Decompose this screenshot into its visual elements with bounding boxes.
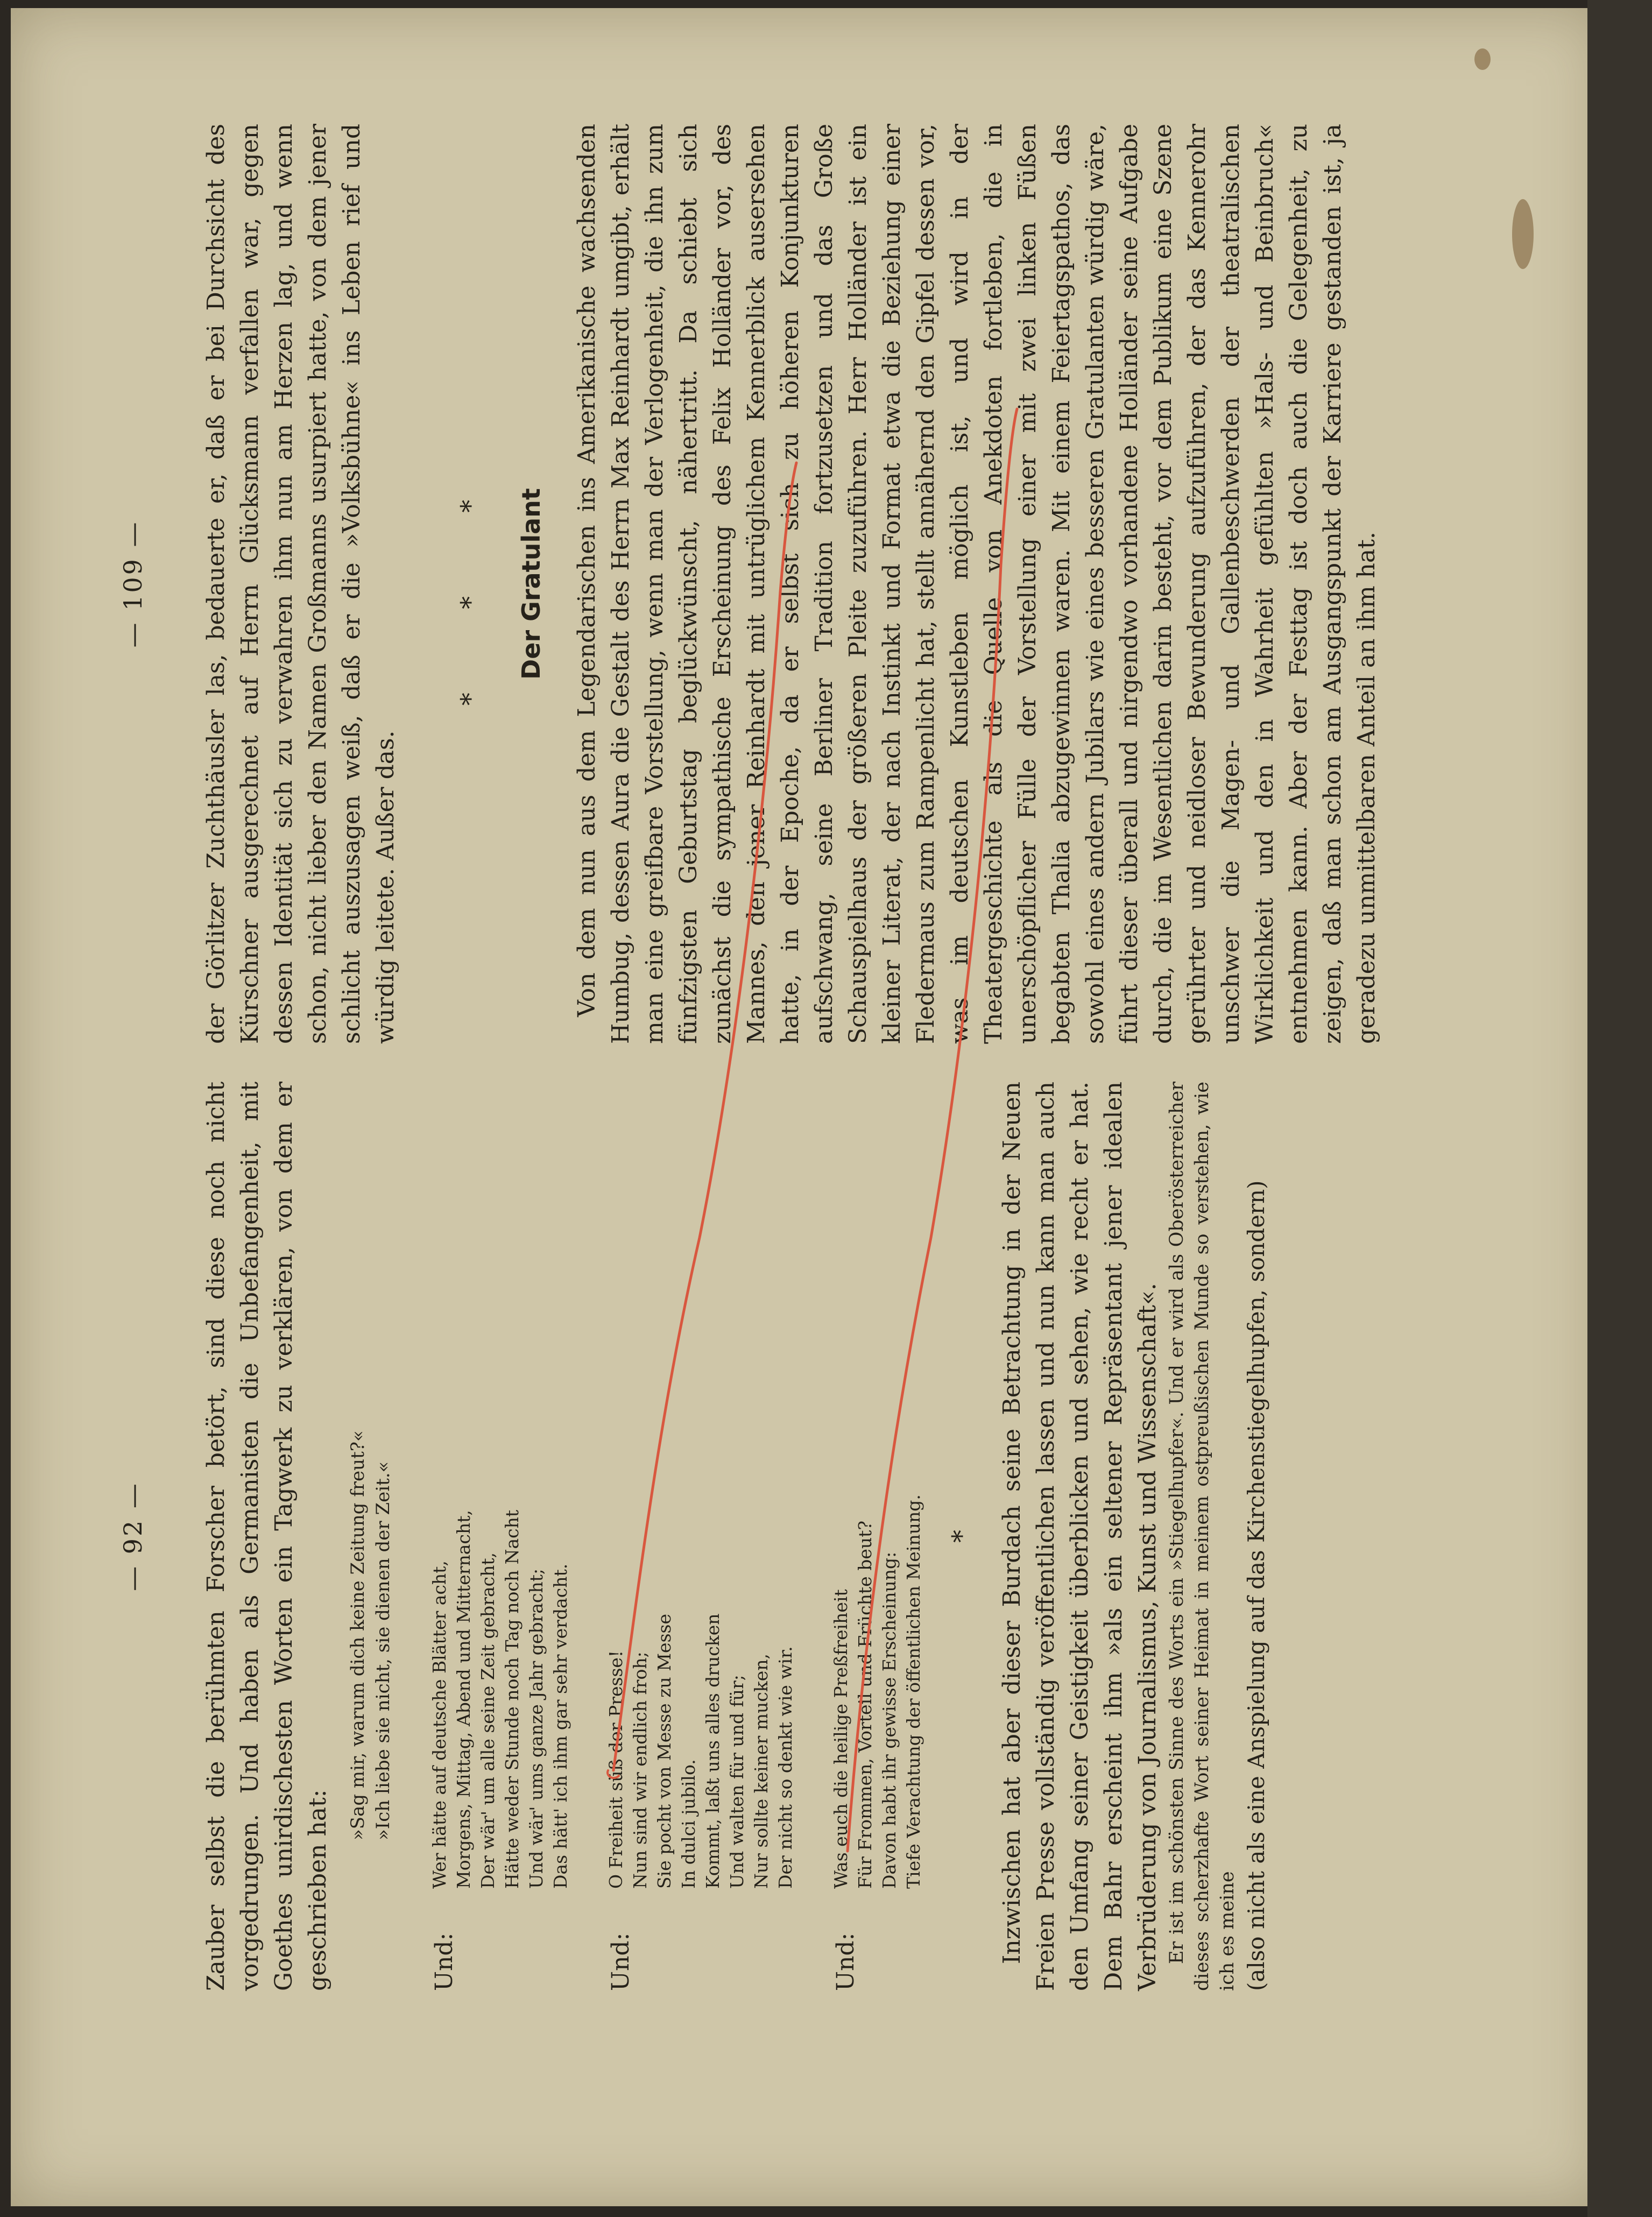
poem — [582, 1082, 797, 1889]
page-number: — 92 — — [118, 1481, 147, 1591]
small-print-paragraph: Er ist im schönsten Sinne des Worts ein »Stiegelhupfer«. Und er wird als Oberösterreicher dieses scherzhafte Wort seiner Heimat in meinem ostpreußischen Munde so verstehen, wie ich es meine — [1166, 1082, 1238, 1991]
intro-paragraph: Zauber selbst die berühmten Forscher betört, sind diese noch nicht vorgedrungen. Und haben als Germanisten die Unbefangenheit, mit Goethes unirdischesten Worten ein Tagwerk zu verklären, von dem er geschrieben hat: — [202, 1082, 331, 1991]
poem — [406, 1082, 573, 1889]
tail-paragraph: (also nicht als eine Anspielung auf das Kirchenstiegelhupfen, sondern) — [1243, 1180, 1269, 1991]
poem-line: Sie pocht von Messe zu Messe — [654, 1614, 675, 1889]
poem-line: Morgens, Mittag, Abend und Mitternacht, — [453, 1510, 474, 1889]
poem-block-3 — [807, 1082, 926, 1991]
poem-line: Davon habt ihr gewisse Erscheinung: — [879, 1551, 900, 1889]
poem-line: Kommt, laßt uns alles drucken — [702, 1613, 723, 1889]
und-label: Und: — [430, 1932, 458, 1991]
poem-line: Nun sind wir endlich froh; — [630, 1651, 651, 1889]
text-column — [199, 124, 1383, 1044]
page-109 — [0, 113, 1652, 1055]
poem — [807, 1082, 926, 1889]
poem-line: Der wär' um alle seine Zeit gebracht, — [477, 1552, 498, 1889]
poem-line: Das hätt' ich ihm gar sehr verdacht. — [550, 1563, 571, 1889]
poem-line: Nur sollte keiner mucken, — [751, 1653, 772, 1889]
poem-line: Und walten für und für; — [726, 1675, 747, 1889]
poem-line: Was euch die heilige Preßfreiheit — [830, 1589, 851, 1889]
poem-block-2 — [582, 1082, 797, 1991]
text-column — [199, 1082, 1273, 1991]
poem-line: Wer hätte auf deutsche Blätter acht, — [429, 1561, 450, 1889]
page-number: — 109 — — [118, 520, 147, 648]
quote-line: »Ich liebe sie nicht, sie dienen der Zeit.« — [372, 1461, 394, 1840]
section-heading: Der Gratulant — [517, 488, 546, 680]
poem-line: Tiefe Verachtung der öffentlichen Meinung. — [903, 1494, 924, 1889]
section-separator: * * * — [455, 462, 485, 706]
poem-line: O Freiheit süß der Presse! — [605, 1650, 626, 1889]
und-label: Und: — [832, 1932, 859, 1991]
quote-line: »Sag mir, warum dich keine Zeitung freut?« — [347, 1430, 369, 1840]
intro-paragraph: der Görlitzer Zuchthäusler las, bedauerte er, daß er bei Durchsicht des Kürschner ausgerechnet auf Herrn Glücksmann verfallen war, gegen dessen Identität sich zu verwahren ihm nun am Herzen lag, und wenn schon, nicht lieber den Namen Großmanns usurpiert hatte, von dem jener schlicht auszusagen weiß, daß er die »Volksbühne« ins Leben rief und würdig leitete. Außer das. — [202, 124, 399, 1044]
und-label: Und: — [607, 1932, 634, 1991]
poem-line: Für Frommen, Vorteil und Früchte beut? — [855, 1520, 876, 1889]
section-separator: * — [947, 1530, 977, 1543]
poem-line: In dulci jubilo. — [678, 1759, 699, 1889]
body-paragraph: Von dem nun aus dem Legendarischen ins Amerikanische wachsenden Humbug, dessen Aura die Gestalt des Herrn Max Reinhardt umgibt, erhält man eine greifbare Vorstellung, wenn man der Verlogenheit, die ihn zum fünfzigsten Geburtstag beglückwünscht, nähertritt. Da schiebt sich zunächst die sympathische Erscheinung des Felix Holländer vor, des Mannes, den jener Reinhardt mit untrüglichem Kennerblick ausersehen hatte, in der Epoche, da er selbst sich zu höheren Konjunkturen aufschwang, seine Berliner Tradition fortzusetzen und das Große Schauspielhaus der größeren Pleite zuzuführen. Herr Holländer ist ein kleiner Literat, der nach Instinkt und Format etwa die Beziehung einer Fledermaus zum Rampenlicht hat, stellt annähernd den Gipfel dessen vor, was im deutschen Kunstleben möglich ist, und wird in der Theatergeschichte als die Quelle von Anekdoten fortleben, die in unerschöpflicher Fülle der Vorstellung einer mit zwei linken Füßen begabten Thalia abzugewinnen waren. Mit einem Feiertagspathos, das sowohl eines andern Jubilars wie eines besseren Gratulanten würdig wäre, führt dieser überall und nirgendwo vorhandene Holländer seine Aufgabe durch, die im Wesentlichen darin besteht, vor dem Publikum eine Szene gerührter und neidloser Bewunderung aufzuführen, der das Kennerohr unschwer die Magen- und Gallenbeschwerden der theatralischen Wirklichkeit und den in Wahrheit gefühlten »Hals- und Beinbruch« entnehmen kann. Aber der Festtag ist doch auch die Gelegenheit, zu zeigen, daß man schon am Ausgangspunkt der Karriere gestanden ist, ja geradezu unmittelbaren Anteil an ihm hat. — [573, 124, 1380, 1044]
page-92 — [0, 1071, 1652, 2002]
goethe-quote — [345, 1082, 396, 1991]
poem-block-1 — [406, 1082, 573, 1991]
body-paragraph: Inzwischen hat aber dieser Burdach seine Betrachtung in der Neuen Freien Presse vollständig veröffentlichen lassen und nun kann man auch den Umfang seiner Geistigkeit überblicken und sehen, wie recht er hat. Dem Bahr erscheint ihm »als ein seltener Repräsentant jener idealen Verbrüderung von Journalismus, Kunst und Wissenschaft«. — [998, 1082, 1161, 1991]
poem-line: Der nicht so denkt wie wir. — [775, 1646, 796, 1889]
poem-line: Und wär' ums ganze Jahr gebracht; — [526, 1568, 547, 1889]
poem-line: Hätte weder Stunde noch Tag noch Nacht — [502, 1509, 523, 1889]
